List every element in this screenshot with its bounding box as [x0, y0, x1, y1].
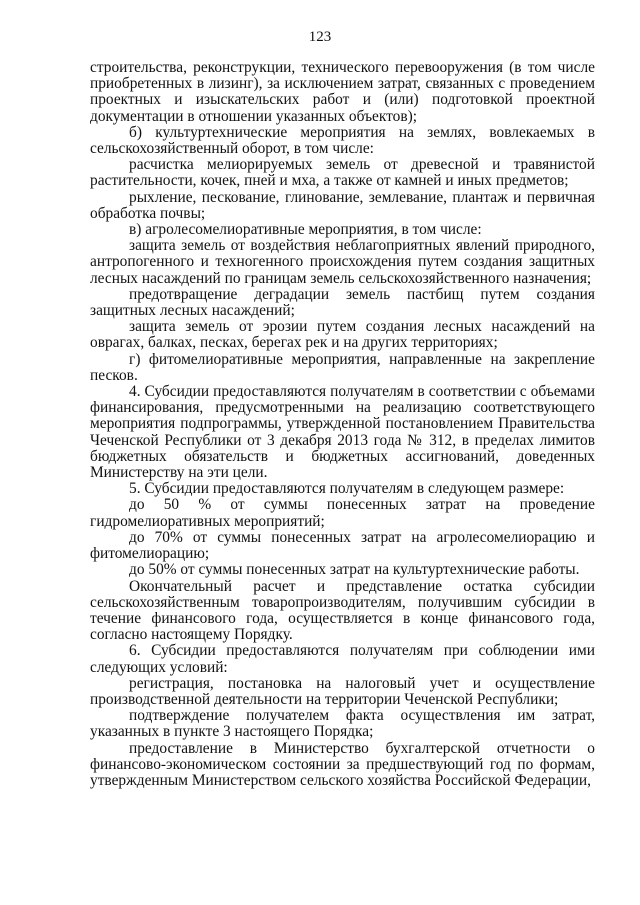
document-body [90, 60, 595, 789]
paragraph: защита земель от воздействия неблагоприятных явлений природного, антропогенного и техногенного происхождения путем создания защитных лесных насаждений по границам земель сельскохозяйственного назначения; [90, 237, 595, 287]
paragraph: предотвращение деградации земель пастбищ путем создания защитных лесных насаждений; [90, 285, 595, 320]
paragraph: рыхление, пескование, глинование, землевание, плантаж и первичная обработка почвы; [90, 188, 595, 222]
paragraph: регистрация, постановка на налоговый учет и осуществление производственной деятельности на территории Чеченской Республики; [90, 674, 595, 708]
paragraph: 6. Субсидии предоставляются получателям при соблюдении ими следующих условий: [90, 642, 595, 676]
paragraph: б) культуртехнические мероприятия на землях, вовлекаемых в сельскохозяйственный оборот, в том числе: [90, 123, 595, 158]
paragraph: 5. Субсидии предоставляются получателям в следующем размере: [129, 480, 565, 498]
paragraph: до 70% от суммы понесенных затрат на агролесомелиорацию и фитомелиорацию; [90, 528, 595, 563]
paragraph: до 50 % от суммы понесенных затрат на проведение гидромелиоративных мероприятий; [90, 496, 595, 530]
paragraph: защита земель от эрозии путем создания лесных насаждений на оврагах, балках, песках, берегах рек и на других территориях; [90, 318, 595, 352]
paragraph: в) агролесомелиоративные мероприятия, в том числе: [129, 221, 482, 239]
paragraph: расчистка мелиорируемых земель от древесной и травянистой растительности, кочек, пней и мха, а также от камней и иных предметов; [90, 156, 595, 190]
paragraph: строительства, реконструкции, технического перевооружения (в том числе приобретенных в лизинг), за исключением затрат, связанных с проведением проектных и изыскательских работ и (или) подготовкой проектной документации в отношении указанных объектов); [90, 59, 595, 125]
paragraph: до 50% от суммы понесенных затрат на культуртехнические работы. [129, 561, 580, 579]
page-number: 123 [308, 29, 332, 45]
paragraph: подтверждение получателем факта осуществления им затрат, указанных в пункте 3 настоящего Порядка; [90, 707, 595, 741]
paragraph: Окончательный расчет и представление остатка субсидии сельскохозяйственным товаропроизводителям, получившим субсидии в течение финансового года, осуществляется в конце финансового года, согласно настоящему Порядку. [90, 577, 595, 644]
paragraph: 4. Субсидии предоставляются получателям в соответствии с объемами финансирования, предусмотренными на реализацию соответствующего мероприятия подпрограммы, утвержденной постановлением Правительства Чеченской Республики от 3 декабря 2013 года № 312, в пределах лимитов бюджетных обязательств и бюджетных ассигнований, доведенных Министерству на эти цели. [90, 383, 595, 482]
paragraph: предоставление в Министерство бухгалтерской отчетности о финансово-экономическом состоянии за предшествующий год по формам, утвержденным Министерством сельского хозяйства Российской Федерации, [90, 739, 595, 789]
paragraph: г) фитомелиоративные мероприятия, направленные на закрепление песков. [90, 350, 595, 384]
